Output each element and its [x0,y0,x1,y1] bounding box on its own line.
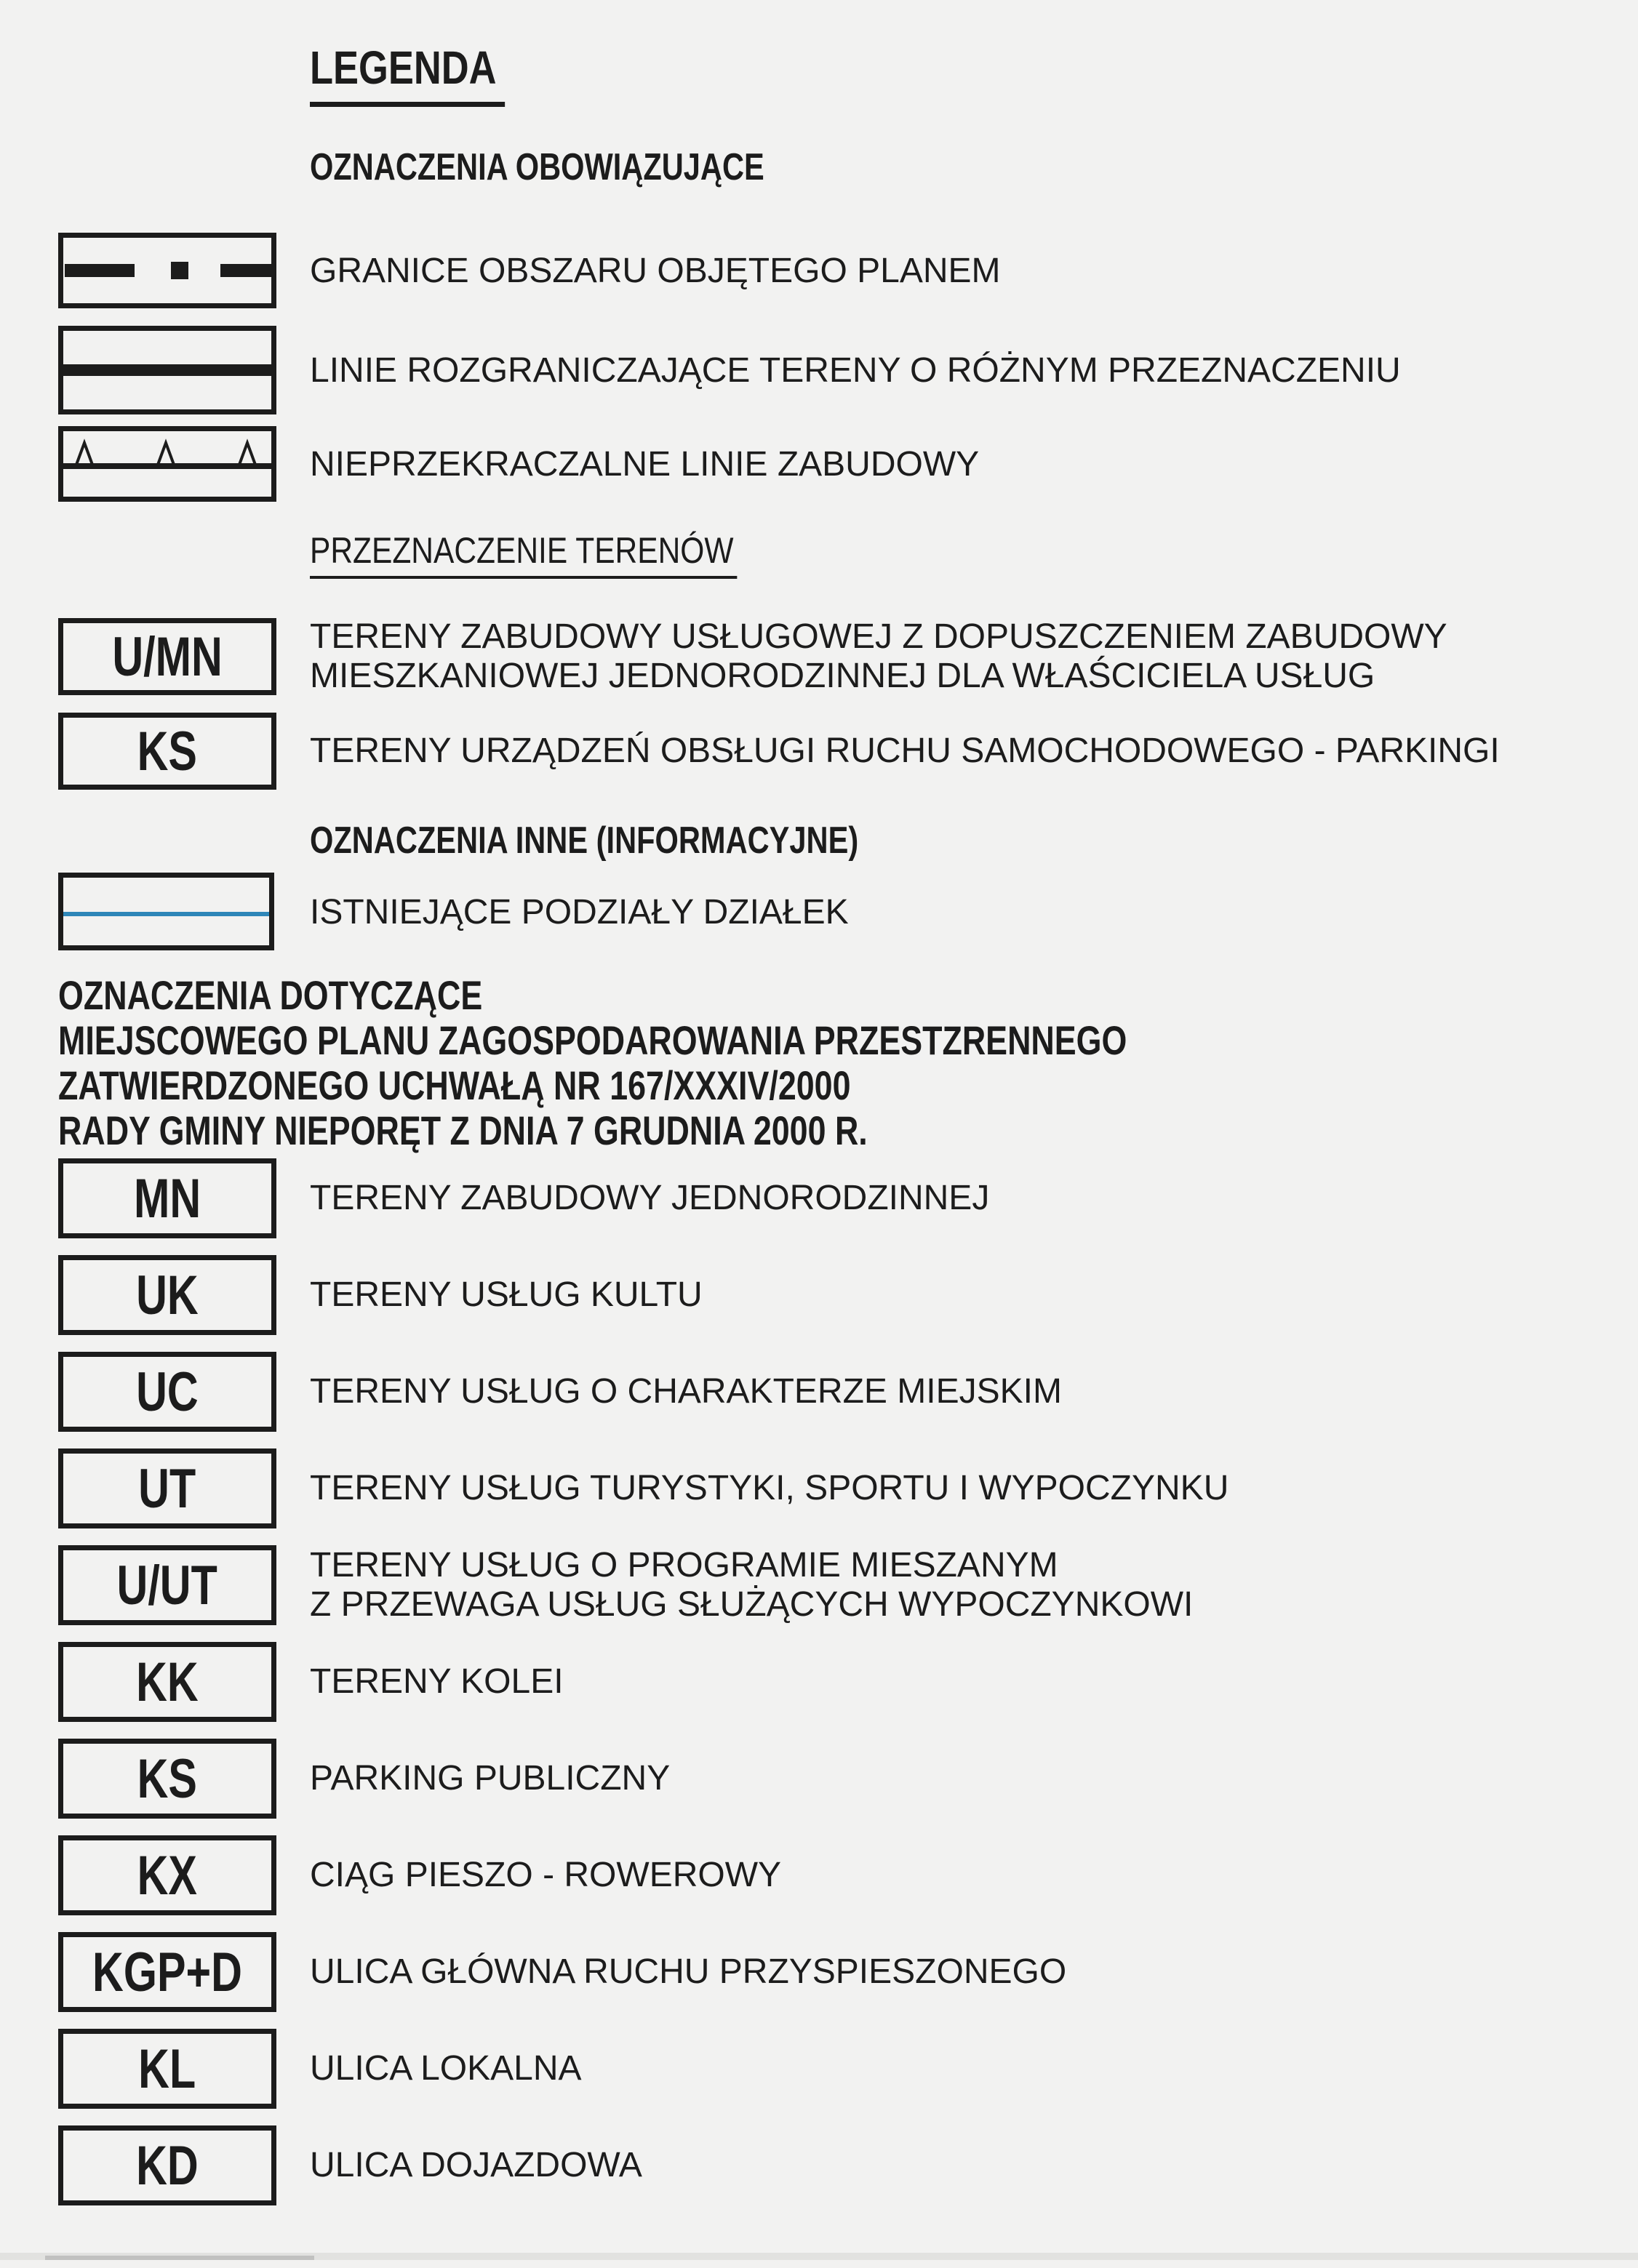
legend-label: GRANICE OBSZARU OBJĘTEGO PLANEM [310,252,1001,290]
zone-code-box-kd: KD [58,2125,276,2205]
scan-artifact [45,2256,314,2260]
section-heading-mandatory: OZNACZENIA OBOWIĄZUJĄCE [310,146,764,188]
zone-code-box-mn: MN [58,1158,276,1238]
zone-code-box-umn: U/MN [58,618,276,695]
zoning-boundary-solid-line-symbol [58,326,276,414]
zone-code-box-ks: KS [58,713,276,790]
zone-code-box-ks-public: KS [58,1739,276,1819]
legend-label: ULICA DOJAZDOWA [310,2146,642,2184]
section-heading-informational: OZNACZENIA INNE (INFORMACYJNE) [310,820,859,862]
parcel-division-blue-line-symbol [58,873,274,950]
legend-label: TERENY URZĄDZEŃ OBSŁUGI RUCHU SAMOCHODOWEGO - PARKINGI [310,732,1500,770]
blue-line-icon [63,912,269,916]
legend-label: TERENY USŁUG O PROGRAMIE MIESZANYM Z PRZEWAGA USŁUG SŁUŻĄCYCH WYPOCZYNKOWI [310,1546,1194,1624]
section-heading-prior-plan: OZNACZENIA DOTYCZĄCE MIEJSCOWEGO PLANU ZAGOSPODAROWANIA PRZESTZRENNEGO ZATWIERDZONEGO UCHWAŁĄ NR 167/XXXIV/2000 RADY GMINY NIEPORĘT Z DNIA 7 GRUDNIA 2000 R. [58,972,1127,1153]
section-heading-land-use: PRZEZNACZENIE TERENÓW [310,529,812,579]
zone-code-box-kl: KL [58,2029,276,2109]
legend-label: TERENY KOLEI [310,1662,564,1701]
building-limit-triangle-line-symbol [58,426,276,502]
legend-label: ULICA LOKALNA [310,2049,582,2088]
zone-code-box-uut: U/UT [58,1545,276,1625]
zone-code-box-kx: KX [58,1835,276,1915]
zone-code-box-uk: UK [58,1255,276,1335]
legend-label: TERENY ZABUDOWY USŁUGOWEJ Z DOPUSZCZENIEM ZABUDOWY MIESZKANIOWEJ JEDNORODZINNEJ DLA WŁAŚCICIELA USŁUG [310,617,1447,695]
zone-code-box-ut: UT [58,1448,276,1528]
zone-code-box-uc: UC [58,1352,276,1432]
legend-label: ISTNIEJĄCE PODZIAŁY DZIAŁEK [310,893,849,931]
zone-code-box-kgpd: KGP+D [58,1932,276,2012]
legend-label: ULICA GŁÓWNA RUCHU PRZYSPIESZONEGO [310,1952,1067,1991]
legend-label: LINIE ROZGRANICZAJĄCE TERENY O RÓŻNYM PRZEZNACZENIU [310,351,1401,390]
legend-label: CIĄG PIESZO - ROWEROWY [310,1856,782,1894]
legend-label: TERENY USŁUG TURYSTYKI, SPORTU I WYPOCZYNKU [310,1469,1229,1507]
legend-label: TERENY USŁUG KULTU [310,1275,703,1314]
legend-label: TERENY USŁUG O CHARAKTERZE MIEJSKIM [310,1372,1062,1411]
zone-code-box-kk: KK [58,1642,276,1722]
page-title: LEGENDA [310,41,548,107]
plan-boundary-dashed-line-symbol [58,233,276,308]
triangle-line-icon [63,431,271,497]
legend-label: TERENY ZABUDOWY JEDNORODZINNEJ [310,1179,990,1217]
legend-label: PARKING PUBLICZNY [310,1759,671,1798]
legend-label: NIEPRZEKRACZALNE LINIE ZABUDOWY [310,445,980,484]
